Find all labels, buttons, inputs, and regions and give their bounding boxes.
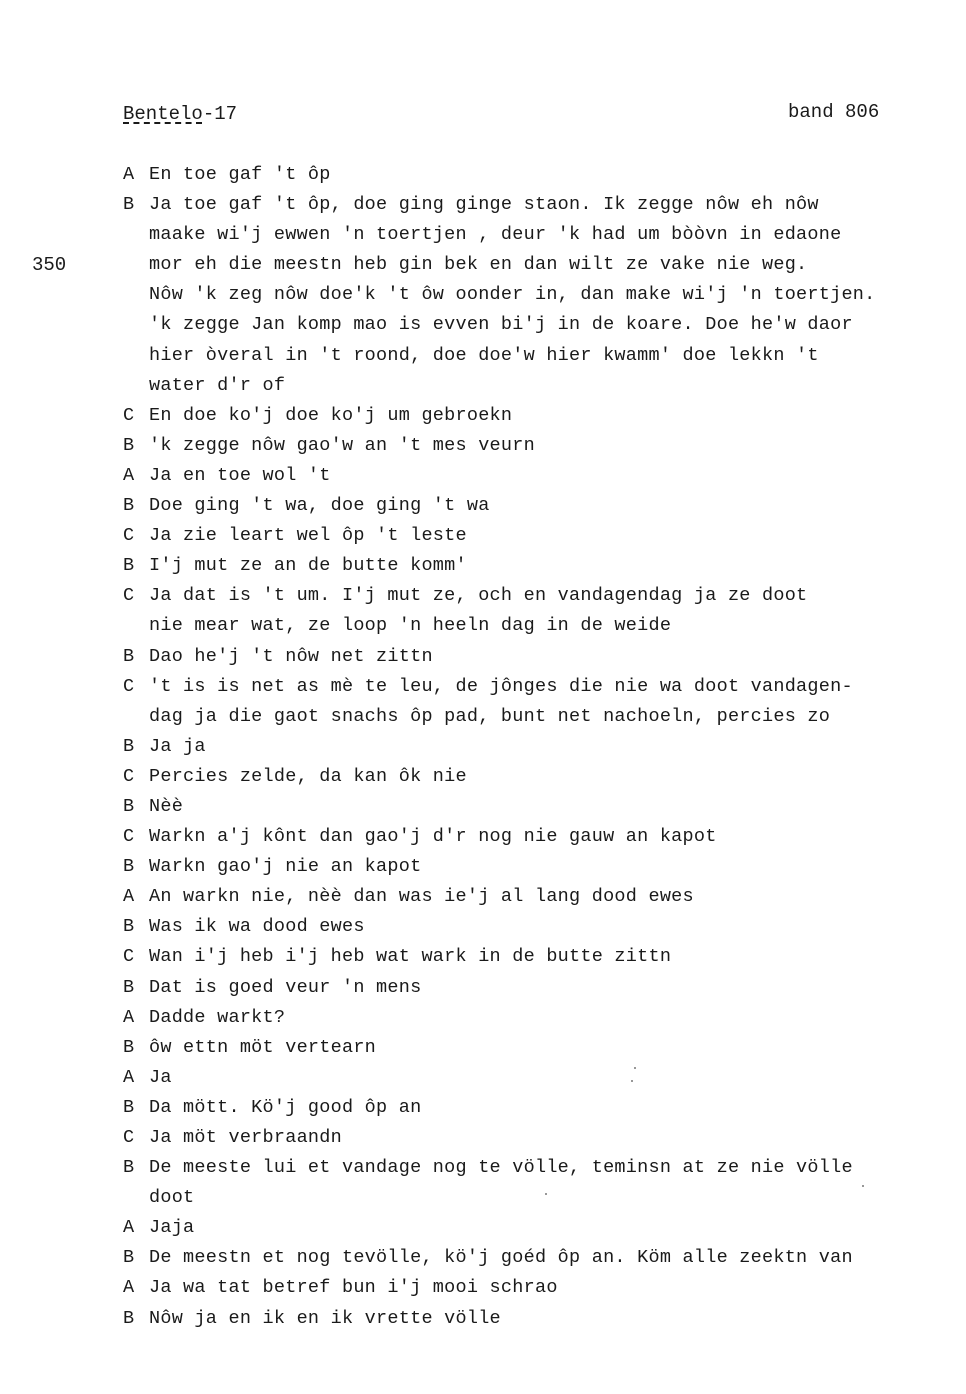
- utterance: [149, 551, 467, 581]
- utterance-line: mor eh die meestn heb gin bek en dan wilt ze vake nie weg.: [149, 254, 808, 276]
- utterance: [149, 852, 421, 882]
- utterance: [149, 190, 876, 401]
- dialogue-turn: [123, 672, 933, 732]
- utterance-line: Dao he'j 't nôw net zittn: [149, 645, 433, 667]
- utterance: [149, 1093, 421, 1123]
- utterance-line: maake wi'j ewwen 'n toertjen , deur 'k had um bòòvn in edaone: [149, 224, 842, 246]
- speaker-label: A: [123, 1277, 135, 1299]
- dialogue-turn: [123, 401, 933, 431]
- speaker-label: A: [123, 1066, 135, 1088]
- utterance: [149, 1213, 194, 1243]
- utterance-line: Dat is goed veur 'n mens: [149, 976, 422, 998]
- utterance-line: Ja toe gaf 't ôp, doe ging ginge staon. Ik zegge nôw eh nôw: [149, 194, 819, 216]
- scan-speck: [634, 1067, 636, 1069]
- utterance-line: Ja wa tat betref bun i'j mooi schrao: [149, 1277, 558, 1299]
- utterance: [149, 642, 433, 672]
- utterance: [149, 882, 694, 912]
- utterance: [149, 521, 467, 551]
- utterance-line: doot: [149, 1187, 195, 1209]
- utterance-line: Was ik wa dood ewes: [149, 916, 365, 938]
- utterance-line: 'k zegge nôw gao'w an 't mes veurn: [149, 434, 535, 456]
- utterance: [149, 822, 717, 852]
- utterance: [149, 160, 331, 190]
- dialogue-turn: [123, 491, 933, 521]
- speaker-label: B: [123, 1036, 135, 1058]
- speaker-label: A: [123, 464, 135, 486]
- speaker-label: C: [123, 946, 135, 968]
- speaker-label: B: [123, 735, 135, 757]
- dialogue-turn: [123, 732, 933, 762]
- speaker-label: B: [123, 795, 135, 817]
- utterance-line: water d'r of: [149, 374, 286, 396]
- utterance: [149, 732, 206, 762]
- speaker-label: B: [123, 434, 135, 456]
- speaker-label: C: [123, 585, 135, 607]
- title-place-name: Bentelo: [123, 103, 203, 125]
- utterance: [149, 431, 535, 461]
- margin-line-number: 350: [32, 254, 67, 276]
- speaker-label: C: [123, 765, 135, 787]
- utterance: [149, 672, 853, 732]
- speaker-label: B: [123, 645, 135, 667]
- utterance-line: Ja dat is 't um. I'j mut ze, och en vandagendag ja ze doot: [149, 585, 808, 607]
- utterance-line: Jaja: [149, 1217, 195, 1239]
- speaker-label: B: [123, 1157, 135, 1179]
- dialogue-turn: [123, 882, 933, 912]
- dialogue-turn: [123, 642, 933, 672]
- dialogue-turn: [123, 551, 933, 581]
- speaker-label: A: [123, 1217, 135, 1239]
- utterance: [149, 942, 671, 972]
- utterance: [149, 1063, 172, 1093]
- utterance: [149, 1153, 853, 1213]
- utterance-line: Wan i'j heb i'j heb wat wark in de butte zittn: [149, 946, 672, 968]
- utterance: [149, 1033, 376, 1063]
- speaker-label: B: [123, 916, 135, 938]
- utterance-line: Ja en toe wol 't: [149, 464, 331, 486]
- dialogue-turn: [123, 1153, 933, 1213]
- dialogue-turn: [123, 1093, 933, 1123]
- dialogue-turn: [123, 942, 933, 972]
- dialogue-turn: [123, 1273, 933, 1303]
- utterance: [149, 973, 421, 1003]
- utterance-line: 'k zegge Jan komp mao is evven bi'j in de koare. Doe he'w daor: [149, 314, 853, 336]
- utterance: [149, 1003, 285, 1033]
- utterance-line: Warkn gao'j nie an kapot: [149, 856, 422, 878]
- utterance-line: Percies zelde, da kan ôk nie: [149, 765, 467, 787]
- dialogue-turn: [123, 581, 933, 641]
- dialogue-turn: [123, 461, 933, 491]
- utterance: [149, 401, 512, 431]
- dialogue-turn: [123, 912, 933, 942]
- dialogue-turn: [123, 973, 933, 1003]
- utterance-line: En doe ko'j doe ko'j um gebroekn: [149, 404, 513, 426]
- speaker-label: C: [123, 525, 135, 547]
- speaker-label: C: [123, 1127, 135, 1148]
- utterance-line: ôw ettn möt vertearn: [149, 1036, 377, 1058]
- dialogue-turn: [123, 762, 933, 792]
- utterance-line: Ja möt verbraandn: [149, 1127, 342, 1148]
- speaker-label: B: [123, 1247, 135, 1269]
- utterance-line: Ja zie leart wel ôp 't leste: [149, 525, 467, 547]
- utterance-line: dag ja die gaot snachs ôp pad, bunt net nachoeln, percies zo: [149, 705, 831, 727]
- utterance-line: Ja: [149, 1066, 172, 1088]
- utterance-line: Warkn a'j kônt dan gao'j d'r nog nie gauw an kapot: [149, 826, 717, 848]
- utterance-line: Nôw ja en ik en ik vrette völle: [149, 1307, 501, 1329]
- dialogue-turn: [123, 521, 933, 551]
- speaker-label: A: [123, 1006, 135, 1028]
- utterance-line: Da mött. Kö'j good ôp an: [149, 1096, 422, 1118]
- utterance: [149, 461, 331, 491]
- speaker-label: B: [123, 555, 135, 577]
- utterance-line: I'j mut ze an de butte komm': [149, 555, 467, 577]
- utterance: [149, 1243, 853, 1273]
- utterance-line: Nôw 'k zeg nôw doe'k 't ôw oonder in, dan make wi'j 'n toertjen.: [149, 284, 876, 306]
- dialogue-turn: [123, 1304, 933, 1334]
- title-number: -17: [202, 103, 238, 125]
- utterance-line: nie mear wat, ze loop 'n heeln dag in de weide: [149, 615, 672, 637]
- utterance-line: En toe gaf 't ôp: [149, 164, 331, 185]
- utterance: [149, 792, 183, 822]
- dialogue-turn: [123, 1213, 933, 1243]
- dialogue-turn: [123, 190, 933, 401]
- dialogue-turn: [123, 1243, 933, 1273]
- utterance-line: 't is is net as mè te leu, de jônges die nie wa doot vandagen-: [149, 675, 853, 697]
- dialogue-turn: [123, 1123, 933, 1153]
- dialogue-turn: [123, 431, 933, 461]
- speaker-label: C: [123, 675, 135, 697]
- utterance: [149, 762, 467, 792]
- utterance: [149, 912, 365, 942]
- dialogue-turn: [123, 1063, 933, 1093]
- utterance: [149, 491, 490, 521]
- speaker-label: C: [123, 826, 135, 848]
- speaker-label: B: [123, 856, 135, 878]
- speaker-label: B: [123, 1307, 135, 1329]
- dialogue-turn: [123, 1033, 933, 1063]
- dialogue-turn: [123, 792, 933, 822]
- utterance: [149, 1304, 501, 1334]
- utterance-line: Dadde warkt?: [149, 1006, 286, 1028]
- utterance-line: Nèè: [149, 795, 184, 817]
- utterance-line: Ja ja: [149, 735, 206, 757]
- utterance-line: Doe ging 't wa, doe ging 't wa: [149, 495, 490, 517]
- dialogue-turn: [123, 160, 933, 190]
- speaker-label: B: [123, 495, 135, 517]
- transcript: [123, 160, 933, 1334]
- speaker-label: A: [123, 164, 135, 185]
- utterance-line: An warkn nie, nèè dan was ie'j al lang dood ewes: [149, 886, 694, 908]
- utterance: [149, 1273, 558, 1303]
- speaker-label: B: [123, 976, 135, 998]
- scan-speck: [545, 1193, 547, 1195]
- dialogue-turn: [123, 822, 933, 852]
- speaker-label: C: [123, 404, 135, 426]
- document-title: [123, 100, 237, 128]
- utterance-line: De meeste lui et vandage nog te völle, teminsn at ze nie völle: [149, 1157, 853, 1179]
- utterance-line: De meestn et nog tevölle, kö'j goéd ôp an. Köm alle zeektn van: [149, 1247, 853, 1269]
- tape-reference: band 806: [788, 101, 880, 123]
- dialogue-turn: [123, 1003, 933, 1033]
- utterance-line: hier òveral in 't roond, doe doe'w hier kwamm' doe lekkn 't: [149, 344, 819, 366]
- scan-speck: [631, 1080, 633, 1082]
- speaker-label: A: [123, 886, 135, 908]
- speaker-label: B: [123, 1096, 135, 1118]
- utterance: [149, 1123, 342, 1153]
- utterance: [149, 581, 807, 641]
- scan-speck: [862, 1185, 864, 1187]
- speaker-label: B: [123, 194, 135, 216]
- dialogue-turn: [123, 852, 933, 882]
